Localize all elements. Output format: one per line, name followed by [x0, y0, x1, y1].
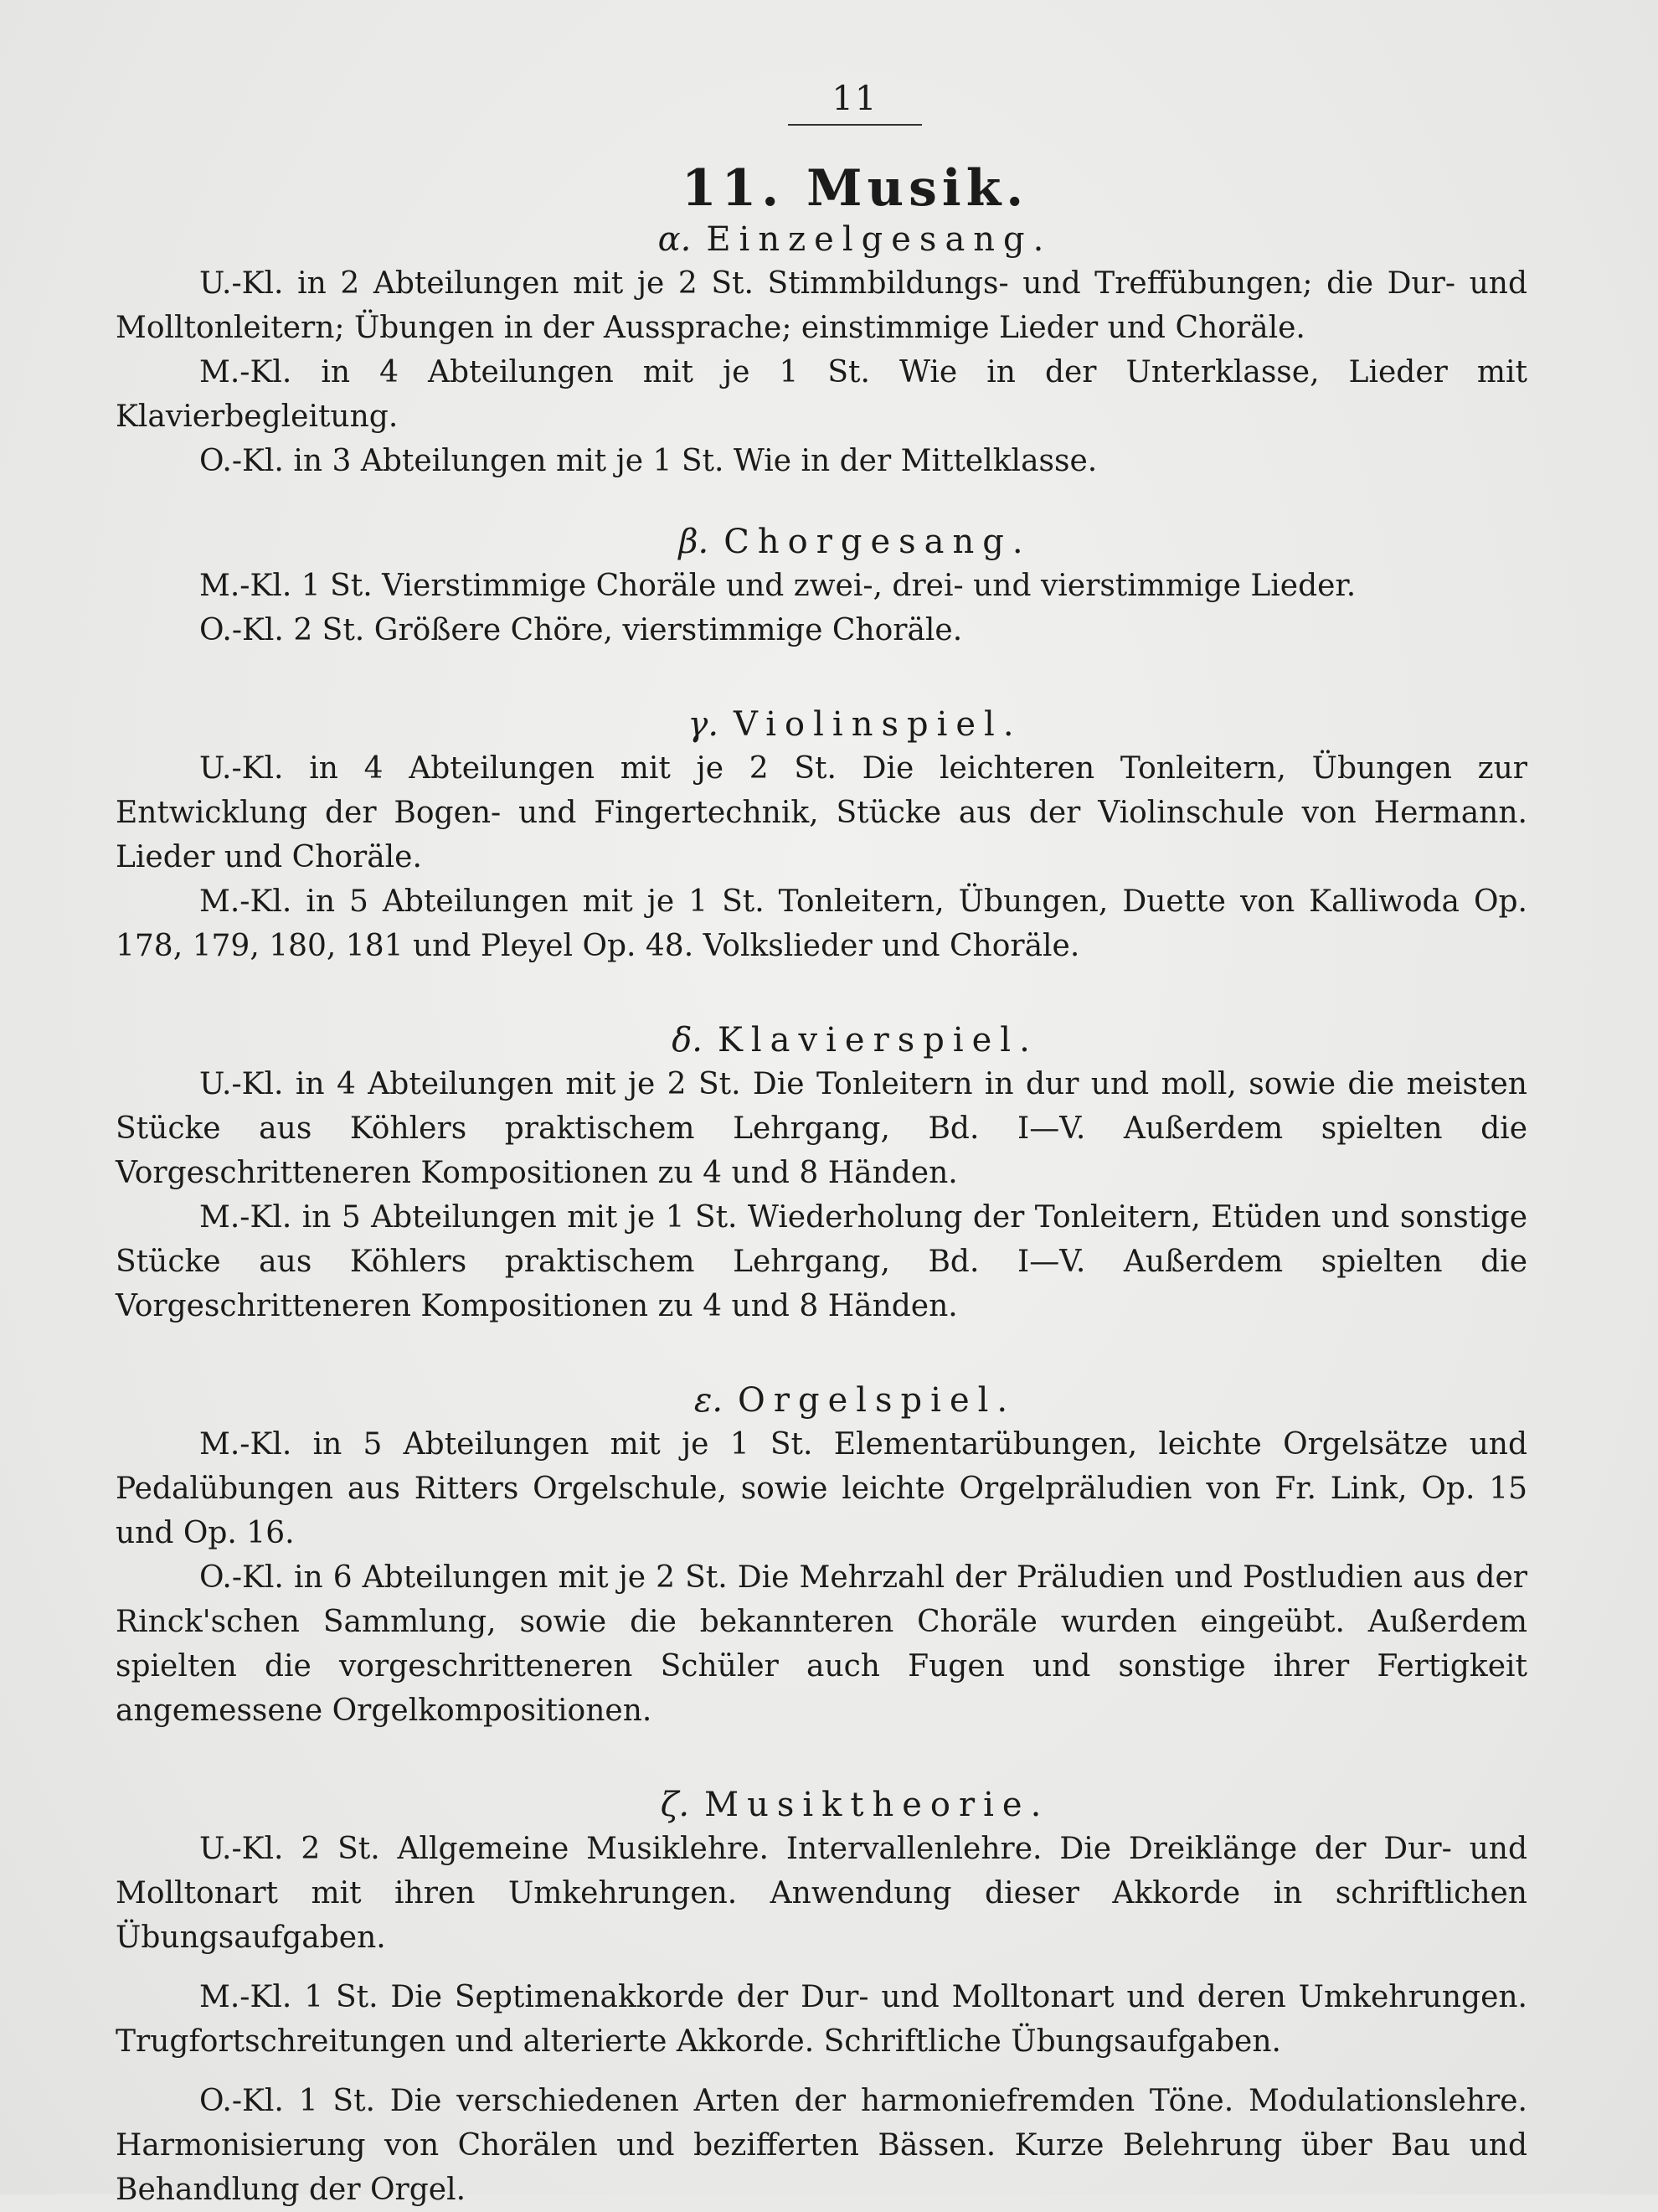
paragraph-text: in 5 Abteilungen mit je 1 St. Elementarübungen, leichte Orgelsätze und Pedalübungen aus Ritters Orgelschule, sowie leichte Orgelpräludien von Fr. Link, Op. 15 und Op. 16.	[116, 1427, 1527, 1550]
page-number-rule	[788, 124, 922, 126]
class-label: M.-Kl.	[199, 1200, 292, 1235]
paragraph	[116, 1062, 1527, 1195]
paragraph	[116, 2079, 1527, 2212]
class-label: M.-Kl.	[199, 569, 292, 603]
paragraph	[116, 1827, 1527, 1960]
page-number: 11	[832, 80, 878, 118]
class-label: U.-Kl.	[199, 751, 284, 786]
paragraph	[116, 564, 1527, 608]
paragraph-text: 2 St. Allgemeine Musiklehre. Intervallenlehre. Die Dreiklänge der Dur- und Molltonart mit ihren Umkehrungen. Anwendung dieser Akkorde in schriftlichen Übungsaufgaben.	[116, 1832, 1527, 1955]
paragraph-text: 1 St. Die verschiedenen Arten der harmoniefremden Töne. Modulationslehre. Harmonisierung von Chorälen und bezifferten Bässen. Kurze Belehrung über Bau und Behandlung der Orgel.	[116, 2084, 1527, 2207]
paragraph-text: 1 St. Vierstimmige Choräle und zwei-, drei- und vierstimmige Lieder.	[301, 569, 1357, 603]
section-heading-orgelspiel	[183, 1379, 1527, 1422]
paragraph-text: in 6 Abteilungen mit je 2 St. Die Mehrzahl der Präludien und Postludien aus der Rinck'schen Sammlung, sowie die bekannteren Choräle wurden eingeübt. Außerdem spielten die vorgeschritteneren Schüler auch Fugen und sonstige ihrer Fertigkeit angemessene Orgelkompositionen.	[116, 1560, 1527, 1728]
paragraph	[116, 261, 1527, 350]
section-letter: α.	[657, 220, 692, 259]
class-label: U.-Kl.	[199, 1067, 284, 1101]
section-letter: β.	[678, 523, 709, 561]
paragraph-text: in 4 Abteilungen mit je 2 St. Die leichteren Tonleitern, Übungen zur Entwicklung der Bogen- und Fingertechnik, Stücke aus der Violinschule von Hermann. Lieder und Choräle.	[116, 751, 1527, 874]
paragraph-text: in 4 Abteilungen mit je 1 St. Wie in der Unterklasse, Lieder mit Klavierbegleitung.	[116, 355, 1527, 434]
paragraph-text: 2 St. Größere Chöre, vierstimmige Choräle.	[293, 613, 963, 647]
class-label: O.-Kl.	[199, 444, 284, 478]
page-content	[116, 80, 1527, 2212]
paragraph-text: in 2 Abteilungen mit je 2 St. Stimmbildungs- und Treffübungen; die Dur- und Molltonleitern; Übungen in der Aussprache; einstimmige Lieder und Choräle.	[116, 266, 1527, 345]
class-label: M.-Kl.	[199, 355, 292, 389]
section-title: Violinspiel.	[734, 705, 1022, 744]
paragraph-text: in 4 Abteilungen mit je 2 St. Die Tonleitern in dur und moll, sowie die meisten Stücke aus Köhlers praktischem Lehrgang, Bd. I—V. Außerdem spielten die Vorgeschritteneren Kompositionen zu 4 und 8 Händen.	[116, 1067, 1527, 1190]
main-title: 11. Musik.	[681, 159, 1029, 218]
section-letter: ζ.	[660, 1786, 690, 1824]
class-label: M.-Kl.	[199, 1427, 292, 1462]
paragraph-text: 1 St. Die Septimenakkorde der Dur- und Molltonart und deren Umkehrungen. Trugfortschreitungen und alterierte Akkorde. Schriftliche Übungsaufgaben.	[116, 1980, 1527, 2059]
paragraph	[116, 1195, 1527, 1328]
section-title: Einzelgesang.	[706, 220, 1053, 259]
paragraph	[116, 350, 1527, 439]
section-title: Chorgesang.	[723, 523, 1032, 561]
section-heading-musiktheorie	[183, 1783, 1527, 1827]
section-heading-chorgesang	[183, 520, 1527, 564]
class-label: M.-Kl.	[199, 1980, 292, 2014]
paragraph-text: in 5 Abteilungen mit je 1 St. Wiederholung der Tonleitern, Etüden und sonstige Stücke aus Köhlers praktischem Lehrgang, Bd. I—V. Außerdem spielten die Vorgeschritteneren Kompositionen zu 4 und 8 Händen.	[116, 1200, 1527, 1323]
class-label: O.-Kl.	[199, 1560, 284, 1595]
paragraph-text: in 3 Abteilungen mit je 1 St. Wie in der Mittelklasse.	[293, 444, 1098, 478]
paragraph	[116, 746, 1527, 879]
class-label: U.-Kl.	[199, 1832, 284, 1866]
section-heading-violinspiel	[183, 703, 1527, 746]
section-letter: ε.	[693, 1381, 723, 1420]
paragraph-text: in 5 Abteilungen mit je 1 St. Tonleitern, Übungen, Duette von Kalliwoda Op. 178, 179, 180, 181 und Pleyel Op. 48. Volkslieder und Choräle.	[116, 884, 1528, 963]
class-label: U.-Kl.	[199, 266, 284, 301]
paragraph	[116, 1422, 1527, 1555]
section-title: Orgelspiel.	[738, 1381, 1017, 1420]
section-heading-einzelgesang	[183, 218, 1527, 261]
section-heading-klavierspiel	[183, 1018, 1527, 1062]
section-letter: γ.	[687, 705, 719, 744]
paragraph	[116, 1975, 1527, 2064]
class-label: M.-Kl.	[199, 884, 292, 919]
paragraph	[116, 879, 1527, 968]
section-title: Klavierspiel.	[717, 1021, 1038, 1060]
class-label: O.-Kl.	[199, 613, 284, 647]
paragraph	[116, 439, 1527, 483]
section-title: Musiktheorie.	[704, 1786, 1050, 1824]
paragraph	[116, 1555, 1527, 1733]
paragraph	[116, 608, 1527, 652]
section-letter: δ.	[672, 1021, 703, 1060]
class-label: O.-Kl.	[199, 2084, 284, 2118]
